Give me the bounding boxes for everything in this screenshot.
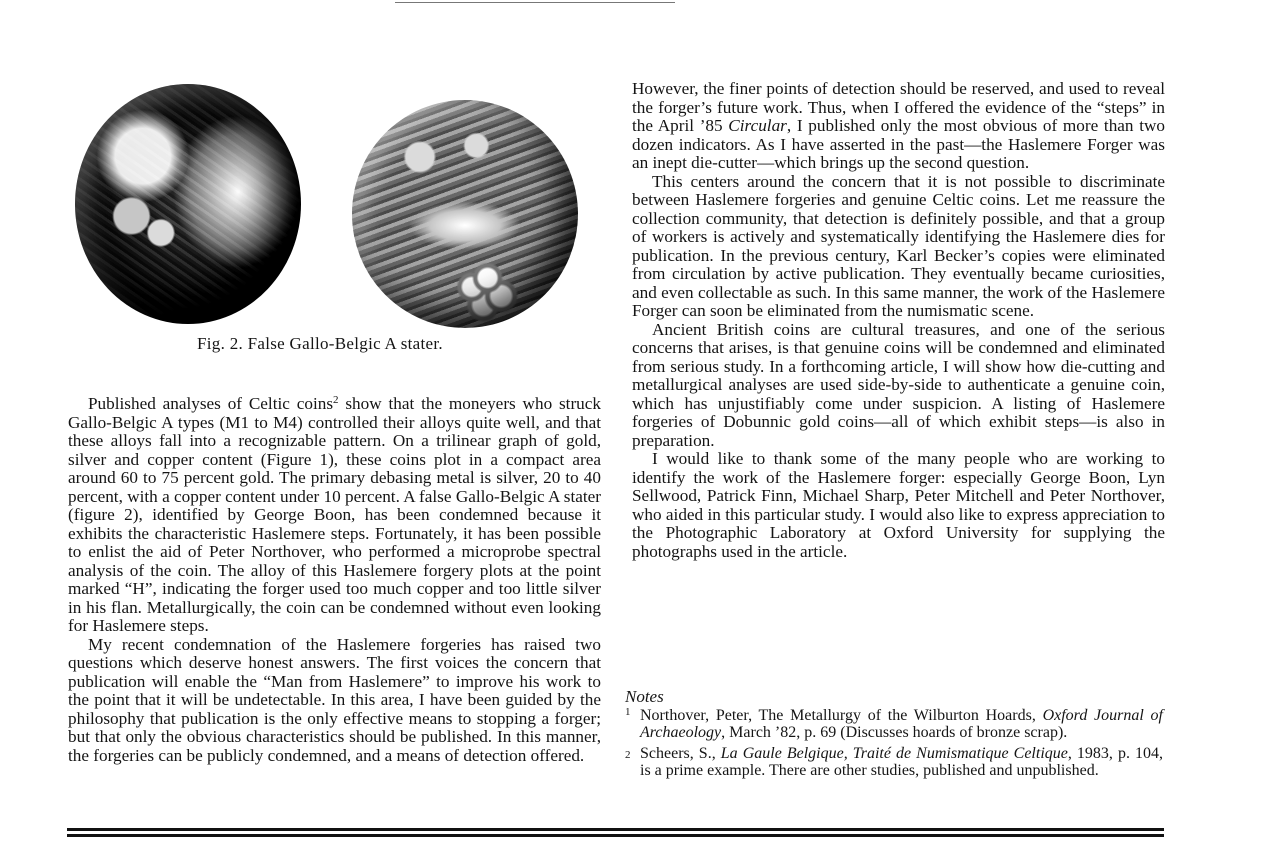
- left-p1-text-a: Published analyses of Celtic coins: [88, 394, 334, 413]
- right-paragraph-4: I would like to thank some of the many people who are working to identify the work of the Haslemere forger: especially George Boon, Lyn Sellwood, Patrick Finn, Michael Sharp, Peter Mitchell and Peter Northover, who aided in this particular study. I would also like to express appreciation to the Photographic Laboratory at Oxford University for supplying the photographs used in the article.: [632, 449, 1165, 561]
- coin-obverse-photo: [75, 84, 301, 324]
- bottom-double-rule: [67, 828, 1164, 837]
- right-paragraph-3: Ancient British coins are cultural treasures, and one of the serious concerns that arises, is that genuine coins will be condemned and eliminated from serious study. In a forthcoming article, I will show how die-cutting and metallurgical analyses are used side-by-side to authenticate a genuine coin, which has unjustifiably come under suspicion. A listing of Haslemere forgeries of Dobunnic gold coins—all of which exhibit steps—is also in preparation.: [632, 319, 1165, 450]
- right-paragraph-2: This centers around the concern that it is not possible to discriminate between Haslemere forgeries and genuine Celtic coins. Let me reassure the collection community, that detection is definitely possible, and that a group of workers is actively and systematically identifying the Haslemere dies for publication. In the previous century, Karl Becker’s copies were eliminated from circulation by active publication. They eventually became curiosities, and even collectable as such. In this same manner, the work of the Haslemere Forger can soon be eliminated from the numismatic scene.: [632, 171, 1165, 320]
- footnote-ref-2: 2: [333, 394, 339, 406]
- coin-figure: [70, 72, 610, 362]
- right-p1-text-b: , I published only the most obvious of more than two dozen indicators. As I have asserted in the past—the Haslemere Forger was an inept die-cutter—which brings up the second question.: [632, 116, 1165, 172]
- left-paragraph-1: [68, 395, 601, 636]
- note-1-text-b: , March ’82, p. 69 (Discusses hoards of bronze scrap).: [721, 724, 1068, 741]
- notes-section: [623, 688, 1163, 783]
- coin-reverse-photo: [352, 100, 578, 328]
- note-2-text-b: , 1983, p. 104, is a prime example. There are other studies, published and unpublished.: [640, 745, 1164, 779]
- note-1: [623, 707, 1163, 741]
- note-1-text-a: Northover, Peter, The Metallurgy of the Wilburton Hoards,: [640, 707, 1043, 724]
- right-paragraph-1: [632, 80, 1165, 173]
- left-column: [68, 395, 601, 765]
- note-1-italic: Oxford Journal of Archaeology: [640, 707, 1164, 741]
- right-p1-italic: Circular: [728, 116, 787, 135]
- top-rule: [395, 2, 675, 3]
- note-2-italic: La Gaule Belgique, Traité de Numismatique Celtique: [720, 745, 1068, 762]
- notes-heading: Notes: [625, 687, 664, 706]
- right-p1-text-a: However, the finer points of detection should be reserved, and used to reveal the forger’s future work. Thus, when I offered the evidence of the “steps” in the April ’85: [632, 79, 1165, 135]
- figure-caption: Fig. 2. False Gallo-Belgic A stater.: [197, 334, 443, 353]
- left-p1-text-b: show that the moneyers who struck Gallo-Belgic A types (M1 to M4) controlled their alloys quite well, and that these alloys fall into a recognizable pattern. On a trilinear graph of gold, silver and copper content (Figure 1), these coins plot in a compact area around 60 to 75 percent gold. The primary debasing metal is silver, 20 to 40 percent, with a copper content under 10 percent. A false Gallo-Belgic A stater (figure 2), identified by George Boon, has been condemned because it exhibits the characteristic Haslemere steps. Fortunately, it has been possible to enlist the aid of Peter Northover, who performed a microprobe spectral analysis of the coin. The alloy of this Haslemere forgery plots at the point marked “H”, indicating the forger used too much copper and too little silver in his flan. Metallurgically, the coin can be condemned without even looking for Haslemere steps.: [68, 394, 601, 635]
- left-paragraph-2: My recent condemnation of the Haslemere forgeries has raised two questions which deserve honest answers. The first voices the concern that publication will enable the “Man from Haslemere” to improve his work to the point that it will be undetectable. In this area, I have been guided by the philosophy that publication is the only effective means to stopping a forger; but that only the obvious characteristics should be published. In this manner, the forgeries can be publicly condemned, and a means of detection offered.: [68, 634, 601, 765]
- right-column: [632, 80, 1165, 561]
- note-2: [623, 745, 1163, 779]
- note-2-text-a: Scheers, S.,: [640, 745, 721, 762]
- note-1-number: 1: [625, 706, 631, 718]
- note-2-number: 2: [625, 749, 631, 761]
